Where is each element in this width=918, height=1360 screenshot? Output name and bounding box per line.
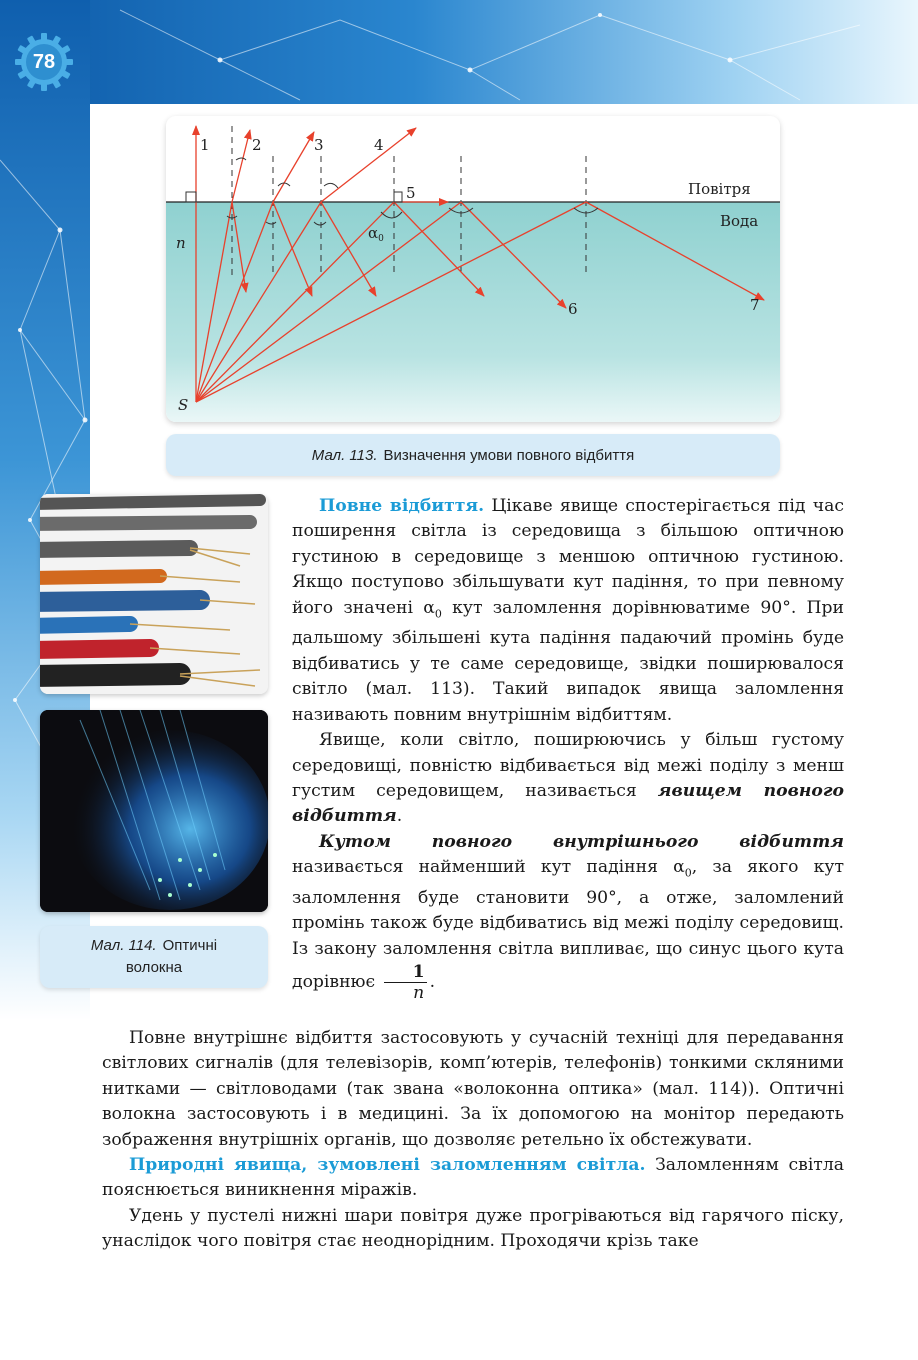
- cables-photo: [40, 494, 268, 694]
- source-label: S: [178, 396, 189, 414]
- figure-113-caption: [166, 434, 780, 476]
- normal-label: n: [176, 234, 186, 252]
- caption-label: Мал. 113.: [311, 446, 378, 464]
- paragraph-fiber-optics: Повне внутрішнє відбиття застосовують у сучасній техніці для передавання світлових сигналів (для телевізорів, комп’ютерів, телефонів) тонкими скляними нитками — світловодами (так звана «волоконна оптика» (мал. 114)). Оптичні волокна застосовують і в медицині. За їх допомогою на монітор передають зображення внутрішніх органів, що дозволяє ретельно їх обстежувати.: [102, 1028, 844, 1150]
- ray-label-3: 3: [314, 136, 324, 154]
- alpha-label: $\alpha_0$: [368, 224, 384, 244]
- caption-text: Визначення умови повного відбиття: [383, 446, 635, 464]
- paragraph-desert: Удень у пустелі нижні шари повітря дуже прогріваються від гарячого піску, унаслідок чого повітря стає неоднорідним. Проходячи крізь таке: [102, 1205, 844, 1252]
- caption-text-1: Оптичні: [162, 937, 218, 954]
- term: Кутом повного внутрішнього відбиття: [319, 831, 844, 852]
- page-number: 78: [32, 51, 56, 73]
- caption-label: Мал. 114.: [90, 937, 157, 954]
- ray-label-2: 2: [252, 136, 262, 154]
- paragraph-definition: Явище, коли світло, поширюючись у більш густому середовищі, повністю відбивається від межі поділу з менш густим середовищем, називається явищем повного відбиття.: [292, 730, 844, 827]
- total-reflection-diagram: [166, 116, 780, 422]
- paragraph-total-reflection: Повне відбиття. Цікаве явище спостерігається під час поширення світла із середовища з більшою оптичною густиною в середовище з меншою оптичною густиною. Якщо поступово збільшувати кут падіння, то при певному його значені $\alpha_0$ кут заломлення дорівнюватиме 90°. При дальшому збільшені кута падіння падаючий промінь буде відбиватись у те саме середовище, звідки поширювалося світло (мал. 113). Такий випадок явища заломлення називають повним внутрішнім відбиттям.: [292, 496, 845, 725]
- text-column-full: [102, 1026, 844, 1255]
- optical-fibers-photo: [40, 710, 268, 912]
- water-label: Вода: [720, 212, 759, 230]
- ray-label-7: 7: [750, 296, 760, 314]
- section-heading: Природні явища, зумовлені заломленням світла.: [129, 1155, 646, 1176]
- figure-114-caption: [40, 926, 268, 988]
- air-label: Повітря: [688, 180, 751, 198]
- paragraph-critical-angle: Кутом повного внутрішнього відбиття називається найменший кут падіння $\alpha_0$, за якого кут заломлення буде становити 90°, а отже, заломлений промінь також буде відбиватись від межі поділу середовищ. Із закону заломлення світла випливає, що синус цього кута дорівнює $\frac{1}{n}$ .: [292, 831, 845, 1004]
- fraction-one-over-n: $\frac{1}{n}$: [384, 962, 427, 1003]
- term: явищем повного відбиття: [292, 780, 844, 827]
- ray-label-1: 1: [200, 136, 210, 154]
- figure-113: [166, 116, 780, 422]
- paragraph-natural-phenomena: Природні явища, зумовлені заломленням світла. Заломленням світла пояснюється виникнення міражів.: [102, 1155, 844, 1201]
- section-heading: Повне відбиття.: [319, 496, 485, 516]
- text-column-right: [292, 494, 844, 1003]
- caption-text-2: волокна: [125, 959, 183, 976]
- ray-label-6: 6: [568, 300, 578, 318]
- ray-label-5: 5: [406, 184, 416, 202]
- ray-label-4: 4: [374, 136, 384, 154]
